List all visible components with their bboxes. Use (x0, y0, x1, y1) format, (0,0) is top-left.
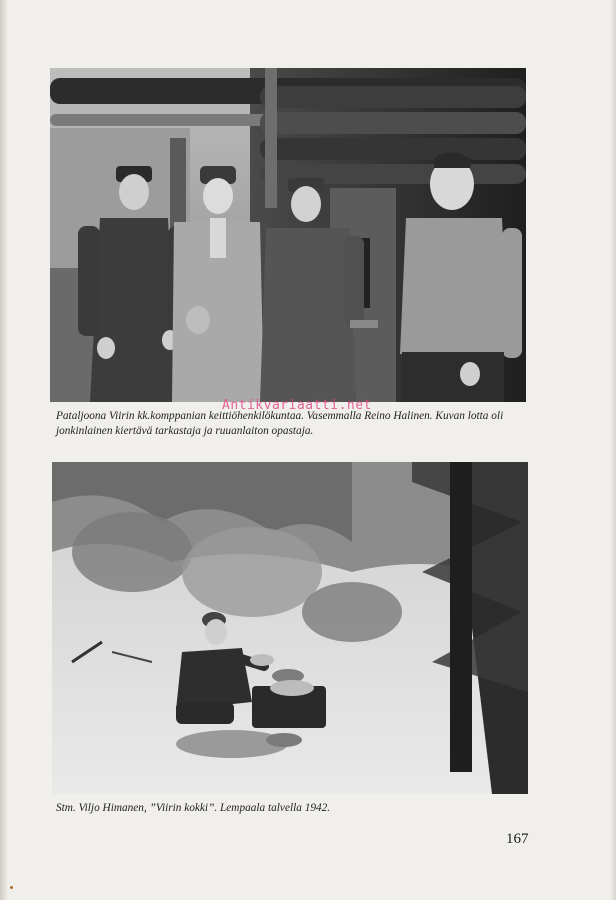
page-edge (610, 0, 616, 900)
photo-kitchen-staff (50, 68, 526, 402)
paper-speck (10, 886, 13, 889)
page-binding-shadow (0, 0, 8, 900)
photo-cook-in-snow (52, 462, 528, 794)
photo-caption: Stm. Viljo Himanen, ”Viirin kokki”. Lempaala talvella 1942. (56, 802, 331, 814)
page-number: 167 (506, 831, 529, 847)
watermark-text: Antikvariaatti.net (222, 398, 372, 413)
photo-caption: Pataljoona Viirin kk.komppanian keittiöhenkilökuntaa. Vasemmalla Reino Halinen. Kuvan lotta oli jonkinlainen kiertävä tarkastaja ja ruuanlaiton opastaja. (56, 410, 504, 437)
